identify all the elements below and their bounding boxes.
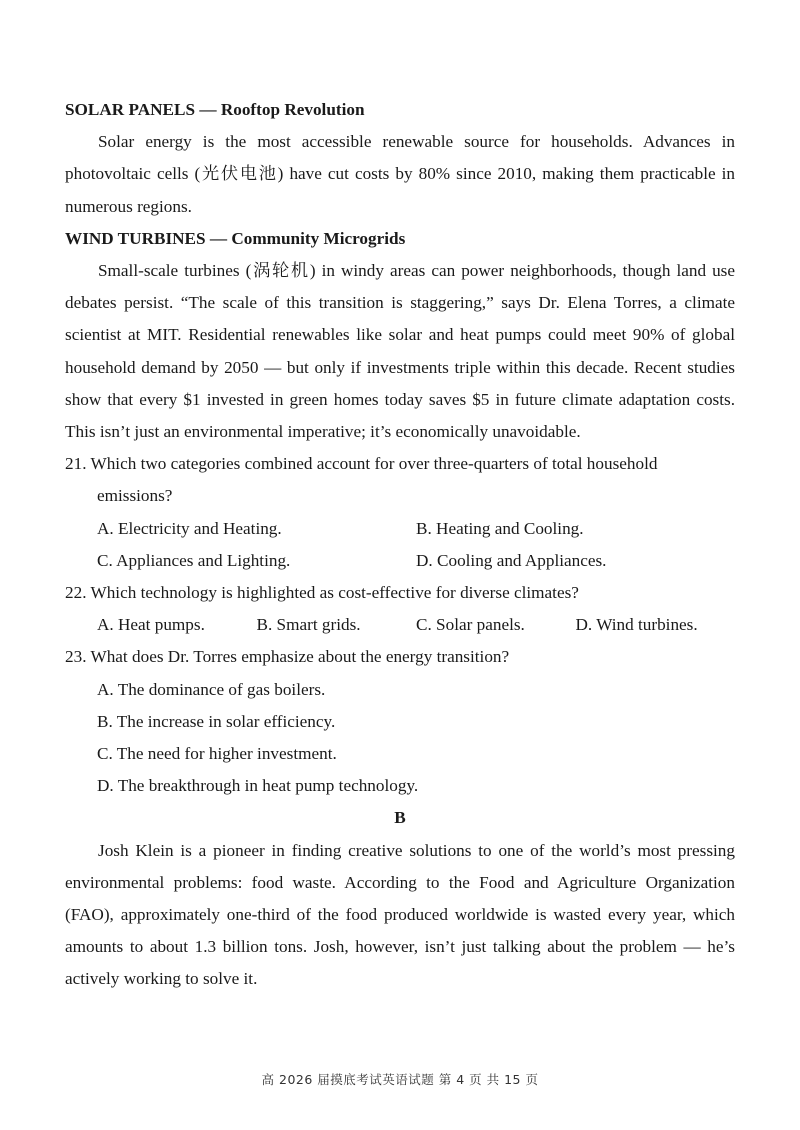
question-23-option-c: C. The need for higher investment. bbox=[97, 744, 337, 764]
question-21-text: Which two categories combined account for over three-quarters of total household emissions? bbox=[90, 454, 658, 506]
question-21-stem bbox=[65, 448, 735, 512]
question-21-number: 21. bbox=[65, 454, 87, 474]
question-22-options bbox=[65, 609, 735, 641]
wind-turbines-paragraph: Small-scale turbines (涡轮机) in windy areas can power neighborhoods, though land use debates persist. “The scale of this transition is staggering,” says Dr. Elena Torres, a climate scientist at MIT. Residential renewables like solar and heat pumps could meet 90% of global household demand by 2050 — but only if investments triple within this decade. Recent studies show that every $1 invested in green homes today saves $5 in future climate adaptation costs. This isn’t just an environmental imperative; it’s economically unavoidable. bbox=[65, 261, 735, 442]
question-22-text: Which technology is highlighted as cost-effective for diverse climates? bbox=[90, 583, 579, 603]
page-footer: 高 2026 届摸底考试英语试题 第 4 页 共 15 页 bbox=[261, 1072, 539, 1087]
question-22-option-c: C. Solar panels. bbox=[416, 615, 525, 635]
exam-page bbox=[65, 94, 735, 996]
question-23-number: 23. bbox=[65, 647, 87, 667]
question-22-option-d: D. Wind turbines. bbox=[575, 615, 698, 635]
question-21-option-b: B. Heating and Cooling. bbox=[416, 518, 584, 538]
question-21-option-a: A. Electricity and Heating. bbox=[97, 518, 282, 538]
question-22-number: 22. bbox=[65, 583, 87, 603]
question-22 bbox=[65, 577, 735, 641]
question-21 bbox=[65, 448, 735, 577]
question-22-stem bbox=[65, 577, 735, 609]
wind-turbines-heading: WIND TURBINES — Community Microgrids bbox=[65, 228, 406, 248]
solar-panels-paragraph: Solar energy is the most accessible renewable source for households. Advances in photovoltaic cells (光伏电池) have cut costs by 80% since 2010, making them practicable in numerous regions. bbox=[65, 132, 735, 216]
question-21-options-row-2 bbox=[65, 545, 735, 577]
question-23-text: What does Dr. Torres emphasize about the energy transition? bbox=[90, 647, 510, 667]
question-23-option-b: B. The increase in solar efficiency. bbox=[97, 711, 336, 731]
question-23-option-a: A. The dominance of gas boilers. bbox=[97, 679, 326, 699]
question-21-option-d: D. Cooling and Appliances. bbox=[416, 550, 607, 570]
question-23-stem bbox=[65, 641, 735, 673]
section-b-paragraph: Josh Klein is a pioneer in finding creative solutions to one of the world’s most pressing environmental problems: food waste. According to the Food and Agriculture Organization (FAO), approximately one-third of the food produced worldwide is wasted every year, which amounts to about 1.3 billion tons. Josh, however, isn’t just talking about the problem — he’s actively working to solve it. bbox=[65, 840, 735, 989]
question-22-option-a: A. Heat pumps. bbox=[97, 615, 205, 635]
question-22-option-b: B. Smart grids. bbox=[256, 615, 361, 635]
question-23-option-d: D. The breakthrough in heat pump technology. bbox=[97, 776, 419, 796]
question-21-option-c: C. Appliances and Lighting. bbox=[97, 550, 291, 570]
solar-panels-heading: SOLAR PANELS — Rooftop Revolution bbox=[65, 100, 365, 119]
section-b-heading: B bbox=[394, 808, 406, 828]
question-23 bbox=[65, 641, 735, 802]
question-21-options-row-1 bbox=[65, 513, 735, 545]
